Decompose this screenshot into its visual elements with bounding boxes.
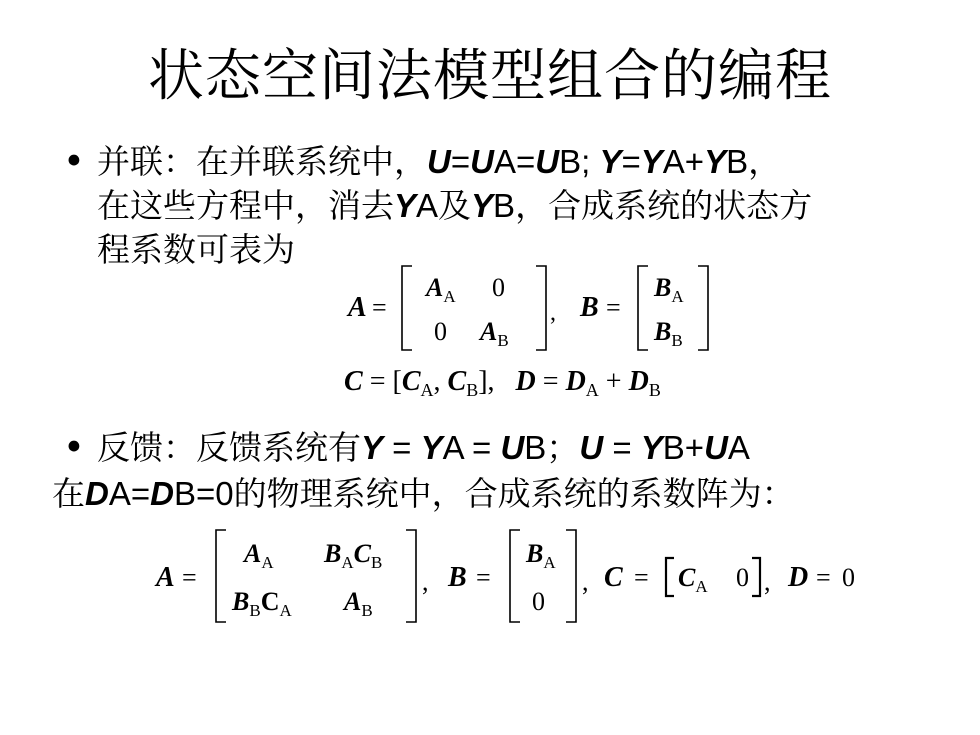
matrix-entry: $A_B$: [480, 317, 509, 350]
slide-title: 状态空间法模型组合的编程: [148, 44, 832, 109]
matrix-entry: $B_A$: [654, 273, 684, 306]
matrix-C-label: C: [604, 562, 623, 593]
matrix-entry: 0: [532, 587, 545, 616]
bracket-right: [698, 266, 708, 350]
bullet-dot: •: [63, 426, 85, 469]
equals-sign: =: [634, 563, 649, 592]
comma: ,: [550, 300, 556, 326]
bracket-right: [566, 530, 576, 622]
feedback-equation: Y = YA = UB；U = YB+UA: [361, 429, 750, 466]
matrix-entry: $B_AC_B$: [324, 539, 383, 572]
comma: ,: [582, 567, 589, 596]
matrix-entry: 0: [492, 273, 505, 302]
bracket-left: [216, 530, 226, 622]
matrix-entry: $B_A$: [526, 539, 556, 572]
comma: ,: [764, 567, 771, 596]
matrix-B-label: B: [580, 292, 599, 323]
equals-sign: =: [816, 563, 831, 592]
equals-sign: =: [606, 293, 621, 322]
feedback-matrix-equations: [148, 524, 888, 628]
bracket-left: [402, 266, 412, 350]
matrix-entry: 0: [434, 317, 447, 346]
bracket-left: [638, 266, 648, 350]
bracket-right: [752, 558, 760, 596]
feedback-line-1-text: 反馈：反馈系统有: [97, 428, 361, 467]
parallel-line-3: 程系数可表为: [97, 230, 295, 269]
bullet-dot: •: [63, 140, 85, 183]
equals-sign: =: [476, 563, 491, 592]
matrix-A-label: A: [348, 292, 367, 323]
comma: ,: [422, 567, 429, 596]
bracket-right: [406, 530, 416, 622]
equals-sign: =: [372, 293, 387, 322]
matrix-A-label: A: [156, 562, 175, 593]
matrix-entry: $B_BC_A$: [232, 587, 292, 620]
bracket-left: [510, 530, 520, 622]
feedback-line-2: 在DA=DB=0的物理系统中，合成系统的系数阵为：: [52, 474, 795, 513]
parallel-line-1: [97, 140, 781, 184]
matrix-entry: 0: [736, 563, 749, 592]
matrix-entry: 0: [842, 563, 855, 592]
matrix-entry: $A_B$: [344, 587, 373, 620]
matrix-entry: $B_B$: [654, 317, 683, 350]
matrix-B-label: B: [448, 562, 467, 593]
parallel-equation: U=UA=UB; Y=YA+YB，: [427, 143, 782, 180]
matrix-entry: $A_A$: [244, 539, 274, 572]
bracket-left: [666, 558, 674, 596]
parallel-matrix-equations: [340, 258, 730, 358]
feedback-line-1: [97, 426, 750, 470]
matrix-entry: $A_A$: [426, 273, 456, 306]
parallel-C-D-equation: $C = [C_A$, $C_B$], $D = D_A + D_B$: [344, 366, 661, 400]
bracket-right: [536, 266, 546, 350]
matrix-D-label: D: [788, 562, 809, 593]
matrix-entry: $C_A$: [678, 563, 708, 596]
parallel-line-2: 在这些方程中，消去YA及YB，合成系统的状态方: [97, 186, 813, 225]
equals-sign: =: [182, 563, 197, 592]
parallel-line-1-text: 并联：在并联系统中，: [97, 142, 427, 181]
